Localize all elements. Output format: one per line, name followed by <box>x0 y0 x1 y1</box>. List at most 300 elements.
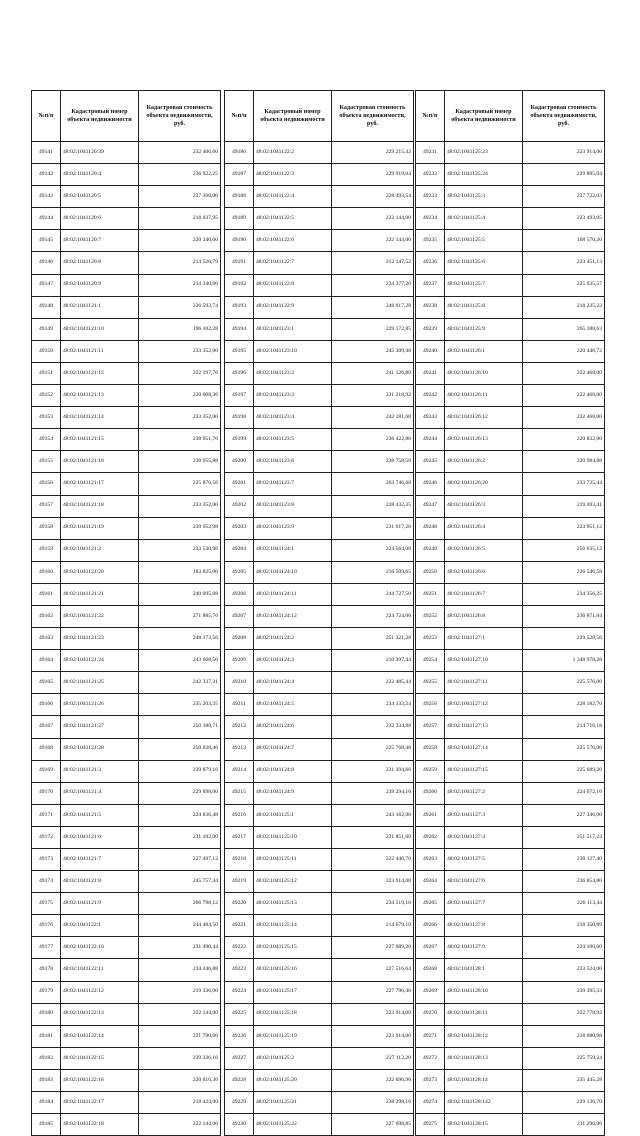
cadastral-value: 238 951,76 <box>139 429 221 451</box>
cadastral-number: 48:02:1041127:12 <box>445 694 523 716</box>
cadastral-number: 48:02:1041123:6 <box>254 451 332 473</box>
row-number: 49181 <box>32 1025 61 1047</box>
cadastral-number: 48:02:1041122:9 <box>254 296 332 318</box>
table-row <box>32 937 221 959</box>
row-number: 49146 <box>32 252 61 274</box>
row-number: 49224 <box>225 981 254 1003</box>
row-number: 49198 <box>225 407 254 429</box>
cadastral-value: 168 570,20 <box>523 230 605 252</box>
header-num: №п/п <box>225 91 254 142</box>
cadastral-number: 48:02:1041125:15 <box>254 937 332 959</box>
row-number: 49252 <box>416 605 445 627</box>
row-number: 49142 <box>32 164 61 186</box>
table-row <box>32 230 221 252</box>
cadastral-number: 48:02:1041125:9 <box>445 318 523 340</box>
cadastral-value: 271 885,76 <box>139 605 221 627</box>
row-number: 49227 <box>225 1047 254 1069</box>
table-row <box>225 849 414 871</box>
cadastral-number: 48:02:1041125:10 <box>254 826 332 848</box>
cadastral-value: 223 914,00 <box>332 1003 414 1025</box>
cadastral-value: 232 334,88 <box>332 716 414 738</box>
cadastral-value: 251 517,24 <box>523 826 605 848</box>
cadastral-number: 48:02:1041121:12 <box>61 362 139 384</box>
cadastral-number: 48:02:1041122:16 <box>61 1069 139 1091</box>
table-row <box>32 451 221 473</box>
table-row <box>416 539 605 561</box>
row-number: 49255 <box>416 672 445 694</box>
cadastral-value: 238 127,40 <box>523 849 605 871</box>
cadastral-value: 237 368,00 <box>139 186 221 208</box>
cadastral-number: 48:02:1041125:5 <box>445 230 523 252</box>
row-number: 49200 <box>225 451 254 473</box>
table-row <box>416 407 605 429</box>
cadastral-value: 220 340,00 <box>139 230 221 252</box>
table-row <box>32 716 221 738</box>
cadastral-value: 223 524,00 <box>523 959 605 981</box>
cadastral-number: 48:02:1041123:9 <box>254 517 332 539</box>
cadastral-value: 251 321,28 <box>332 628 414 650</box>
cadastral-number: 48:02:1041122:2 <box>254 142 332 164</box>
table-row <box>416 1025 605 1047</box>
cadastral-number: 48:02:1041125:3 <box>445 186 523 208</box>
cadastral-number: 48:02:1041128:12 <box>445 1025 523 1047</box>
cadastral-value: 233 352,00 <box>139 407 221 429</box>
cadastral-value: 231 102,00 <box>139 826 221 848</box>
cadastral-value: 220 832,00 <box>523 429 605 451</box>
cadastral-number: 48:02:1041125:11 <box>254 849 332 871</box>
row-number: 49242 <box>416 385 445 407</box>
cadastral-value: 223 451,13 <box>523 252 605 274</box>
cadastral-number: 48:02:1041121:14 <box>61 407 139 429</box>
row-number: 49203 <box>225 517 254 539</box>
table-row <box>225 605 414 627</box>
cadastral-value: 244 727,50 <box>332 583 414 605</box>
cadastral-number: 48:02:1041125:23 <box>445 142 523 164</box>
row-number: 49215 <box>225 782 254 804</box>
cadastral-number: 48:02:1041126:3 <box>445 495 523 517</box>
table-row <box>32 362 221 384</box>
row-number: 49217 <box>225 826 254 848</box>
cadastral-value: 222 696,96 <box>332 1069 414 1091</box>
table-row <box>416 849 605 871</box>
cadastral-value: 229 528,56 <box>523 628 605 650</box>
cadastral-number: 48:02:1041125:24 <box>445 164 523 186</box>
cadastral-value: 235 203,35 <box>139 694 221 716</box>
row-number: 49152 <box>32 385 61 407</box>
row-number: 49161 <box>32 583 61 605</box>
row-number: 49165 <box>32 672 61 694</box>
cadastral-number: 48:02:1041123:10 <box>254 340 332 362</box>
cadastral-number: 48:02:1041121:26 <box>61 694 139 716</box>
cadastral-value: 218 350,89 <box>523 915 605 937</box>
cadastral-value: 219 203,41 <box>523 495 605 517</box>
cadastral-value: 223 914,00 <box>523 142 605 164</box>
row-number: 49235 <box>416 230 445 252</box>
cadastral-value: 218 680,98 <box>523 1025 605 1047</box>
table-row <box>416 296 605 318</box>
row-number: 49240 <box>416 340 445 362</box>
row-number: 49270 <box>416 1003 445 1025</box>
cadastral-number: 48:02:1041123:5 <box>254 429 332 451</box>
cadastral-value: 234 133,24 <box>332 694 414 716</box>
cadastral-number: 48:02:1041121:15 <box>61 429 139 451</box>
table-row <box>32 186 221 208</box>
table-row <box>32 893 221 915</box>
cadastral-value: 218 424,00 <box>139 1092 221 1114</box>
cadastral-number: 48:02:1041125:12 <box>254 871 332 893</box>
row-number: 49214 <box>225 760 254 782</box>
cadastral-number: 48:02:1041124:8 <box>254 760 332 782</box>
cadastral-number: 48:02:1041127:10 <box>445 650 523 672</box>
table-row <box>225 1092 414 1114</box>
cadastral-value: 232 406,60 <box>139 142 221 164</box>
row-number: 49219 <box>225 871 254 893</box>
cadastral-value: 210 397,44 <box>332 650 414 672</box>
row-number: 49244 <box>416 429 445 451</box>
table-row <box>32 517 221 539</box>
cadastral-number: 48:02:1041127:11 <box>445 672 523 694</box>
table-row <box>32 252 221 274</box>
table-row <box>416 650 605 672</box>
row-number: 49218 <box>225 849 254 871</box>
table-row <box>416 473 605 495</box>
row-number: 49225 <box>225 1003 254 1025</box>
cadastral-number: 48:02:1041122:8 <box>254 274 332 296</box>
row-number: 49233 <box>416 186 445 208</box>
table-row <box>225 760 414 782</box>
table-row <box>32 1003 221 1025</box>
table-row <box>225 871 414 893</box>
row-number: 49159 <box>32 539 61 561</box>
cadastral-number: 48:02:1041121:19 <box>61 517 139 539</box>
row-number: 49197 <box>225 385 254 407</box>
table-row <box>32 782 221 804</box>
table-row <box>32 959 221 981</box>
cadastral-number: 48:02:1041123:7 <box>254 473 332 495</box>
cadastral-number: 48:02:1041122:11 <box>61 959 139 981</box>
cadastral-number: 48:02:1041126:6 <box>445 561 523 583</box>
table-row <box>416 362 605 384</box>
table-row <box>225 1025 414 1047</box>
row-number: 49185 <box>32 1114 61 1136</box>
row-number: 49196 <box>225 362 254 384</box>
table-row <box>416 340 605 362</box>
table-row <box>416 738 605 760</box>
cadastral-value: 216 509,65 <box>332 561 414 583</box>
row-number: 49194 <box>225 318 254 340</box>
table-row <box>416 1047 605 1069</box>
row-number: 49238 <box>416 296 445 318</box>
row-number: 49187 <box>225 164 254 186</box>
table-row <box>32 407 221 429</box>
row-number: 49222 <box>225 937 254 959</box>
table-row <box>225 628 414 650</box>
row-number: 49265 <box>416 893 445 915</box>
table-row <box>32 473 221 495</box>
cadastral-value: 227 113,20 <box>332 1047 414 1069</box>
table-row <box>225 782 414 804</box>
cadastral-value: 236 422,80 <box>332 429 414 451</box>
table-body <box>416 142 605 1136</box>
cadastral-number: 48:02:1041127:4 <box>445 826 523 848</box>
cadastral-number: 48:02:1041122:1 <box>61 915 139 937</box>
table-row <box>416 605 605 627</box>
table-row <box>32 296 221 318</box>
cadastral-value: 235 445,28 <box>523 1069 605 1091</box>
cadastral-number: 48:02:1041121:20 <box>61 561 139 583</box>
header-cadastral-number: Кадастровый номер объекта недвижимости <box>61 91 139 142</box>
row-number: 49243 <box>416 407 445 429</box>
row-number: 49262 <box>416 826 445 848</box>
table-row <box>32 340 221 362</box>
cadastral-value: 229 136,70 <box>523 1092 605 1114</box>
table-row <box>416 517 605 539</box>
table-row <box>225 517 414 539</box>
cadastral-number: 48:02:1041125:6 <box>445 252 523 274</box>
cadastral-value: 256 635,12 <box>523 539 605 561</box>
table-row <box>32 318 221 340</box>
table-body <box>32 142 221 1136</box>
table-row <box>225 804 414 826</box>
cadastral-number: 48:02:1041125:17 <box>254 981 332 1003</box>
cadastral-value: 231 394,66 <box>332 760 414 782</box>
cadastral-value: 234 519,10 <box>332 893 414 915</box>
cadastral-value: 224 100,00 <box>523 937 605 959</box>
cadastral-number: 48:02:1041121:3 <box>61 760 139 782</box>
table-row <box>225 429 414 451</box>
row-number: 49164 <box>32 650 61 672</box>
cadastral-number: 48:02:1041126:4 <box>445 517 523 539</box>
cadastral-number: 48:02:1041126:11 <box>445 385 523 407</box>
row-number: 49202 <box>225 495 254 517</box>
cadastral-number: 48:02:1041121:22 <box>61 605 139 627</box>
cadastral-value: 225 876,56 <box>139 473 221 495</box>
table-row <box>225 495 414 517</box>
cadastral-number: 48:02:1041121:4 <box>61 782 139 804</box>
row-number: 49274 <box>416 1092 445 1114</box>
cadastral-number: 48:02:1041122:12 <box>61 981 139 1003</box>
cadastral-value: 245 757,44 <box>139 871 221 893</box>
cadastral-value: 224 564,06 <box>332 539 414 561</box>
cadastral-number: 48:02:1041127:1 <box>445 628 523 650</box>
cadastral-value: 243 668,50 <box>139 650 221 672</box>
row-number: 49175 <box>32 893 61 915</box>
cadastral-value: 234 346,88 <box>139 959 221 981</box>
table-row <box>225 1003 414 1025</box>
table-row <box>32 1114 221 1136</box>
cadastral-number: 48:02:1041125:1 <box>254 804 332 826</box>
cadastral-value: 214 340,60 <box>139 274 221 296</box>
row-number: 49275 <box>416 1114 445 1136</box>
cadastral-number: 48:02:1041121:13 <box>61 385 139 407</box>
cadastral-value: 231 490,44 <box>139 937 221 959</box>
cadastral-number: 48:02:1041126:12 <box>445 407 523 429</box>
cadastral-value: 233 352,00 <box>139 340 221 362</box>
table-row <box>32 385 221 407</box>
row-number: 49258 <box>416 738 445 760</box>
row-number: 49228 <box>225 1069 254 1091</box>
row-number: 49173 <box>32 849 61 871</box>
table-row <box>416 186 605 208</box>
cadastral-value: 223 493,05 <box>523 208 605 230</box>
cadastral-number: 48:02:1041123:4 <box>254 407 332 429</box>
row-number: 49153 <box>32 407 61 429</box>
table-row <box>32 871 221 893</box>
row-number: 49213 <box>225 738 254 760</box>
row-number: 49170 <box>32 782 61 804</box>
cadastral-number: 48:02:1041122:10 <box>61 937 139 959</box>
cadastral-number: 48:02:1041128:15 <box>445 1114 523 1136</box>
cadastral-number: 48:02:1041125:8 <box>445 296 523 318</box>
row-number: 49272 <box>416 1047 445 1069</box>
cadastral-number: 48:02:1041121:6 <box>61 826 139 848</box>
cadastral-number: 48:02:1041121:21 <box>61 583 139 605</box>
cadastral-value: 226 546,58 <box>523 561 605 583</box>
cadastral-value: 241 126,80 <box>332 362 414 384</box>
cadastral-number: 48:02:1041120:6 <box>61 208 139 230</box>
cadastral-value: 245 309,48 <box>332 340 414 362</box>
table-row <box>416 451 605 473</box>
cadastral-number: 48:02:1041125:4 <box>445 208 523 230</box>
cadastral-value: 228 182,70 <box>523 694 605 716</box>
cadastral-value: 237 722,03 <box>523 186 605 208</box>
row-number: 49177 <box>32 937 61 959</box>
table-row <box>416 1114 605 1136</box>
cadastral-value: 225 576,00 <box>523 672 605 694</box>
table-row <box>32 760 221 782</box>
cadastral-number: 48:02:1041122:5 <box>254 208 332 230</box>
cadastral-number: 48:02:1041126:2 <box>445 451 523 473</box>
table-row <box>225 981 414 1003</box>
cadastral-value: 227 346,00 <box>523 804 605 826</box>
cadastral-value: 222 144,00 <box>139 1114 221 1136</box>
table-row <box>32 1069 221 1091</box>
table-row <box>416 893 605 915</box>
table-row <box>225 716 414 738</box>
row-number: 49199 <box>225 429 254 451</box>
cadastral-value: 266 798,12 <box>139 893 221 915</box>
row-number: 49216 <box>225 804 254 826</box>
cadastral-number: 48:02:1041121:1 <box>61 296 139 318</box>
cadastral-value: 239 952,98 <box>139 517 221 539</box>
row-number: 49148 <box>32 296 61 318</box>
row-number: 49172 <box>32 826 61 848</box>
table-row <box>416 142 605 164</box>
row-number: 49168 <box>32 738 61 760</box>
cadastral-value: 223 914,00 <box>332 1025 414 1047</box>
cadastral-value: 242 181,60 <box>332 407 414 429</box>
table-row <box>32 1047 221 1069</box>
row-number: 49154 <box>32 429 61 451</box>
row-number: 49248 <box>416 517 445 539</box>
row-number: 49220 <box>225 893 254 915</box>
table-row <box>416 871 605 893</box>
row-number: 49206 <box>225 583 254 605</box>
cadastral-number: 48:02:1041120:7 <box>61 230 139 252</box>
cadastral-value: 226 593,74 <box>139 296 221 318</box>
cadastral-value: 222 144,00 <box>139 1003 221 1025</box>
row-number: 49249 <box>416 539 445 561</box>
cadastral-number: 48:02:1041122:3 <box>254 164 332 186</box>
row-number: 49144 <box>32 208 61 230</box>
cadastral-number: 48:02:1041124:7 <box>254 738 332 760</box>
cadastral-value: 222 197,76 <box>139 362 221 384</box>
cadastral-value: 233 530,96 <box>139 539 221 561</box>
table-row <box>416 782 605 804</box>
cadastral-value: 225 768,48 <box>332 738 414 760</box>
table-row <box>32 694 221 716</box>
table-row <box>416 495 605 517</box>
cadastral-number: 48:02:1041125:19 <box>254 1025 332 1047</box>
row-number: 49229 <box>225 1092 254 1114</box>
cadastral-number: 48:02:1041127:2 <box>445 782 523 804</box>
cadastral-value: 227 497,12 <box>139 849 221 871</box>
table-row <box>416 937 605 959</box>
cadastral-number: 48:02:1041128:14 <box>445 1069 523 1091</box>
cadastral-value: 234 377,20 <box>332 274 414 296</box>
cadastral-number: 48:02:1041120:4 <box>61 164 139 186</box>
table-row <box>416 628 605 650</box>
table-header-row <box>32 91 221 142</box>
row-number: 49237 <box>416 274 445 296</box>
cadastral-value: 234 356,25 <box>523 583 605 605</box>
row-number: 49166 <box>32 694 61 716</box>
cadastral-number: 48:02:1041121:9 <box>61 893 139 915</box>
cadastral-number: 48:02:1041121:2 <box>61 539 139 561</box>
row-number: 49260 <box>416 782 445 804</box>
table-row <box>32 915 221 937</box>
row-number: 49204 <box>225 539 254 561</box>
cadastral-number: 48:02:1041121:7 <box>61 849 139 871</box>
cadastral-value: 229 885,04 <box>523 164 605 186</box>
row-number: 49267 <box>416 937 445 959</box>
table-row <box>32 826 221 848</box>
row-number: 49208 <box>225 628 254 650</box>
cadastral-number: 48:02:1041127:13 <box>445 716 523 738</box>
table-row <box>416 826 605 848</box>
cadastral-value: 233 725,44 <box>523 473 605 495</box>
table-row <box>225 561 414 583</box>
cadastral-number: 48:02:1041123:2 <box>254 362 332 384</box>
cadastral-value: 214 520,79 <box>139 252 221 274</box>
cadastral-value: 220 446,72 <box>523 340 605 362</box>
table-row <box>225 340 414 362</box>
cadastral-number: 48:02:1041121:28 <box>61 738 139 760</box>
row-number: 49257 <box>416 716 445 738</box>
header-cadastral-value: Кадастровая стоимость объекта недвижимости, руб. <box>523 91 605 142</box>
cadastral-number: 48:02:1041125:7 <box>445 274 523 296</box>
cadastral-number: 48:02:1041124:11 <box>254 583 332 605</box>
row-number: 49176 <box>32 915 61 937</box>
cadastral-number: 48:02:1041126:5 <box>445 539 523 561</box>
cadastral-value: 229 215,42 <box>332 142 414 164</box>
header-num: №п/п <box>416 91 445 142</box>
table-row <box>416 1069 605 1091</box>
cadastral-number: 48:02:1041128:142 <box>445 1092 523 1114</box>
cadastral-number: 48:02:1041120:5 <box>61 186 139 208</box>
table-row <box>225 738 414 760</box>
table-row <box>225 583 414 605</box>
cadastral-value: 222 144,00 <box>332 230 414 252</box>
row-number: 49188 <box>225 186 254 208</box>
table-row <box>32 804 221 826</box>
table-row <box>416 981 605 1003</box>
row-number: 49245 <box>416 451 445 473</box>
row-number: 49182 <box>32 1047 61 1069</box>
row-number: 49263 <box>416 849 445 871</box>
cadastral-number: 48:02:1041124:2 <box>254 628 332 650</box>
cadastral-number: 48:02:1041121:10 <box>61 318 139 340</box>
